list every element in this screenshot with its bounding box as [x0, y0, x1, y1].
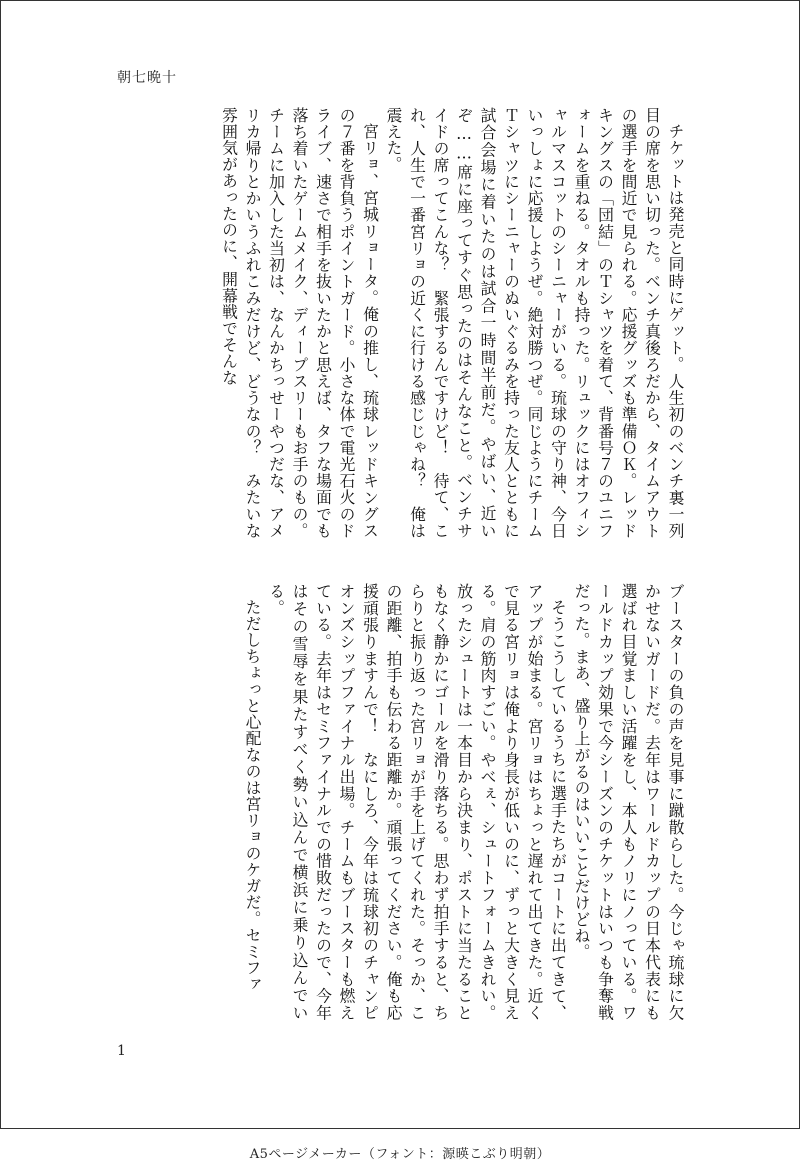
footer-caption: A5ページメーカー（フォント：源暎こぶり明朝） [249, 1147, 551, 1162]
paragraph: チケットは発売と同時にゲット。人生初のベンチ裏一列目の席を思い切った。ベンチ真後ろだから、タイムアウトの選手を間近で見られる。応援グッズも準備ＯＫ。レッドキングスの「団結」のＴシャツを着て、背番号７のユニフォームを重ねる。タオルも持った。リュックにはオフィシャルマスコットのシーニャーがいる。琉球の守り神、今日いっしょに応援しようぜ。絶対勝つぜ。同じようにチームＴシャツにシーニャーのぬいぐるみを持った友人とともに試合会場に着いたのは試合一時間半前だ。やばい、近いぞ……席に座ってすぐ思ったのはそんなこと。ベンチサイドの席ってこんな？ 緊張するんですけど！ 待て、これ、人生で一番宮リョの近くに行ける感じじゃね？ 俺は震えた。 [384, 107, 685, 539]
paragraph: そうこうしているうちに選手たちがコートに出てきて、アップが始まる。宮リョはちょっと遅れて出てきた。近くで見る宮リョは俺より身長が低いのに、ずっと大きく見える。肩の筋肉すごい。やべぇ、シュートフォームきれい。放ったシュートは一本目から決まり、ポストに当たることもなく静かにゴールを滑り落ちる。思わず拍手すると、ちらりと振り返った宮リョが手を上げてくれた。そっか、この距離、拍手も伝わる距離か。頑張ってください。俺も応援頑張りますんで！ なにしろ、今年は琉球初のチャンピオンズシップファイナル出場。チームもブースターも燃えている。去年はセミファイナルでの惜敗だったので、今年はその雪辱を果たすべく勢い込んで横浜に乗り込んでいる。 [266, 583, 568, 1021]
text-column-bottom [107, 583, 687, 1021]
text-column-top [107, 107, 687, 539]
paragraph: ただしちょっと心配なのは宮リョのケガだ。セミファ [243, 598, 262, 993]
paragraph: 宮リョ、宮城リョータ。俺の推し、琉球レッドキングスの７番を背負うポイントガード。小さな体で電光石火のドライブ、速さで相手を抜いたかと思えば、タフな場面でも落ち着いたゲームメイク、ディープスリーもお手のもの。チームに加入した当初は、なんかちっせーやつだな、アメリカ帰りとかいうふれこみだけど、どうなの？ みたいな雰囲気があったのに、開幕戦でそんな [219, 107, 380, 539]
running-head-title: 朝七晩十 [117, 70, 177, 86]
paragraph: ブースターの負の声を見事に蹴散らした。今じゃ琉球に欠かせないガードだ。去年はワールドカップの日本代表にも選ばれ目覚ましい活躍をし、本人もノリにノっている。ワールドカップ効果で今シーズンのチケットはいつも争奪戦だった。まあ、盛り上がるのはいいことだけどね。 [572, 583, 685, 1021]
page-number: 1 [117, 1043, 126, 1059]
